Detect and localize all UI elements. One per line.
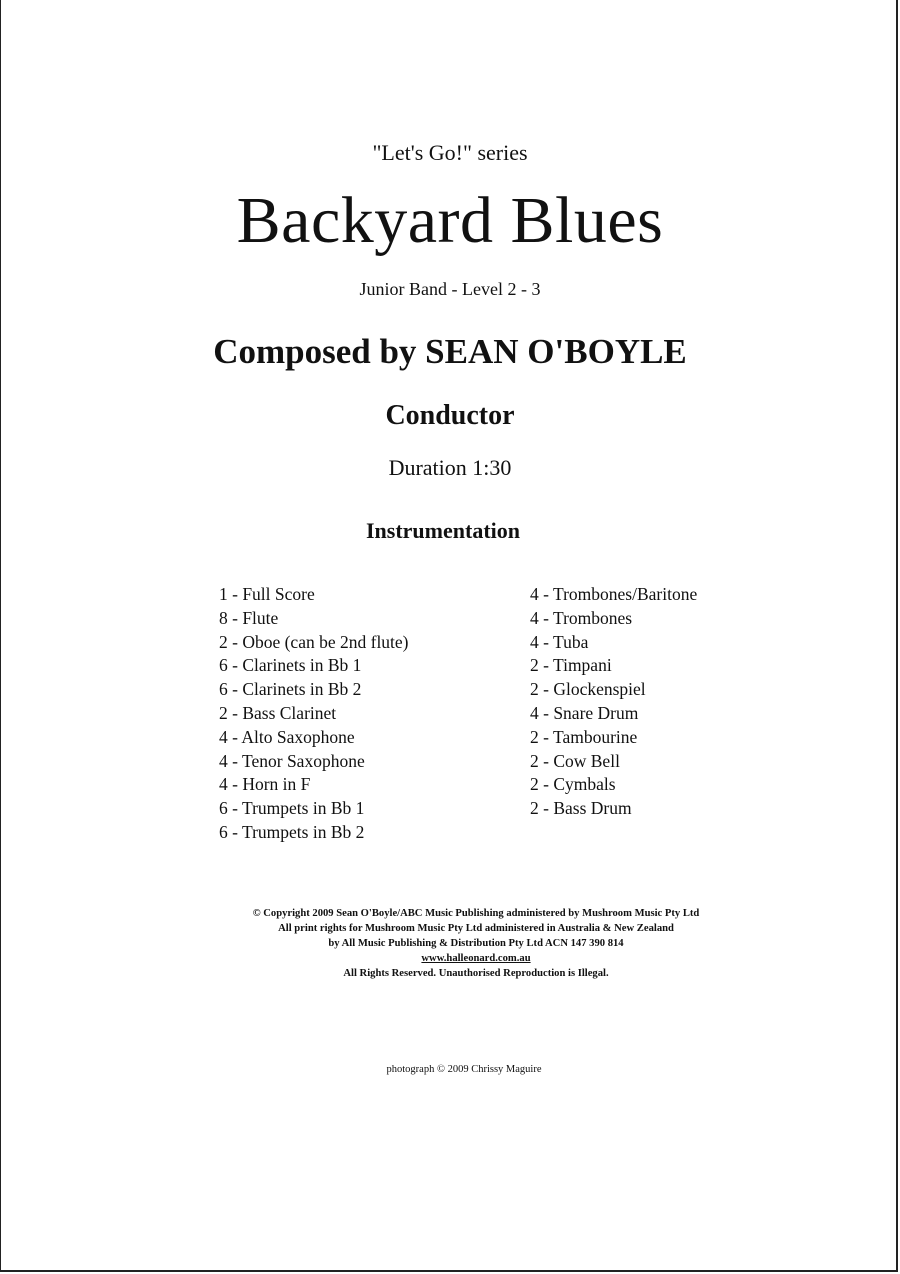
list-item: 4 - Horn in F <box>219 774 311 795</box>
copyright-line: All Rights Reserved. Unauthorised Reproduction is Illegal. <box>343 968 609 979</box>
list-item: 6 - Clarinets in Bb 1 <box>219 655 362 676</box>
list-item: 6 - Clarinets in Bb 2 <box>219 679 362 700</box>
list-item: 6 - Trumpets in Bb 2 <box>219 821 365 842</box>
list-item: 2 - Glockenspiel <box>530 679 646 700</box>
list-item: 4 - Trombones <box>530 607 633 628</box>
list-item: 1 - Full Score <box>219 584 315 604</box>
list-item: 2 - Cymbals <box>530 774 616 795</box>
list-item: 4 - Alto Saxophone <box>219 726 355 747</box>
list-item: 4 - Tuba <box>530 631 589 652</box>
list-item: 2 - Tambourine <box>530 726 638 747</box>
list-item: 2 - Bass Clarinet <box>219 702 337 723</box>
instrumentation-list-left <box>219 583 409 845</box>
list-item: 4 - Tenor Saxophone <box>219 750 365 771</box>
list-item: 2 - Timpani <box>530 655 612 676</box>
instrumentation-list-right <box>530 583 697 821</box>
part-role: Conductor <box>385 400 515 431</box>
page-title: Backyard Blues <box>236 184 664 257</box>
list-item: 8 - Flute <box>219 607 279 628</box>
photo-credit: photograph © 2009 Chrissy Maguire <box>386 1064 542 1075</box>
website-link[interactable]: www.halleonard.com.au <box>421 953 531 964</box>
list-item: 2 - Cow Bell <box>530 750 620 771</box>
list-item: 6 - Trumpets in Bb 1 <box>219 798 365 819</box>
copyright-line: © Copyright 2009 Sean O'Boyle/ABC Music Publishing administered by Mushroom Music Pty Ltd <box>252 908 700 919</box>
list-item: 2 - Oboe (can be 2nd flute) <box>219 631 409 652</box>
composer-credit: Composed by SEAN O'BOYLE <box>213 332 687 371</box>
copyright-line: by All Music Publishing & Distribution Pty Ltd ACN 147 390 814 <box>328 938 624 949</box>
instrumentation-heading: Instrumentation <box>365 518 520 543</box>
list-item: 2 - Bass Drum <box>530 798 632 819</box>
list-item: 4 - Snare Drum <box>530 702 639 723</box>
list-item: 4 - Trombones/Baritone <box>530 584 698 604</box>
copyright-line: All print rights for Mushroom Music Pty Ltd administered in Australia & New Zealand <box>278 923 674 934</box>
copyright-notice <box>26 906 900 981</box>
duration-label: Duration 1:30 <box>388 455 512 480</box>
series-label: "Let's Go!" series <box>372 140 528 165</box>
level-label: Junior Band - Level 2 - 3 <box>359 279 541 299</box>
